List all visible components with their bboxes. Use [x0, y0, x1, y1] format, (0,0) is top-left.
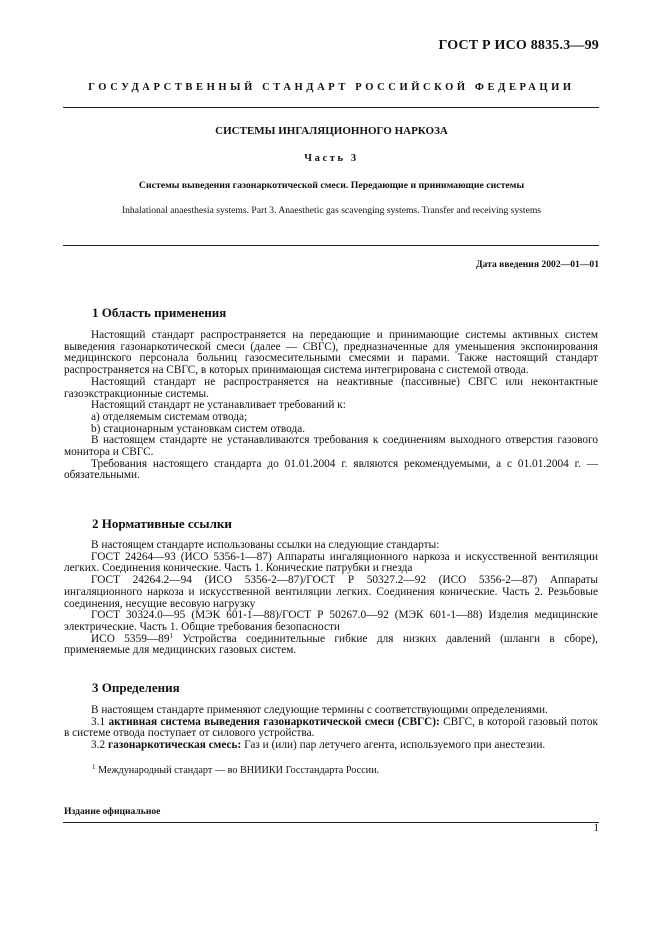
- page-number: 1: [593, 822, 599, 834]
- section-1-paragraph: Настоящий стандарт распространяется на передающие и принимающие системы активных систем выведения газонаркотической смеси (далее — СВГС), предназначенные для уменьшения экспонирования медицинского персонала больниц газосмесительными смесями и парами. Также настоящий стандарт распространяется на СВГС, в которых принимающая система интегрирована с системой отвода.: [64, 329, 598, 377]
- part-label: Часть 3: [304, 153, 359, 164]
- footnote-mark: 1: [169, 631, 173, 640]
- introduction-date: Дата введения 2002—01—01: [476, 259, 599, 270]
- reference-entry: ГОСТ 30324.0—95 (МЭК 601-1—88)/ГОСТ Р 50267.0—92 (МЭК 601-1—88) Изделия медицинские электрические. Часть 1. Общие требования безопасности: [64, 609, 598, 633]
- english-title: Inhalational anaesthesia systems. Part 3. Anaesthetic gas scavenging systems. Transfer and receiving systems: [121, 205, 542, 216]
- title-divider: [63, 245, 599, 246]
- section-3-body: [64, 705, 598, 752]
- definition-term: активная система выведения газонаркотической смеси (СВГС):: [108, 715, 440, 728]
- section-1-paragraph: Настоящий стандарт не распространяется на неактивные (пассивные) СВГС или неконтактные газоэкстракционные системы.: [64, 375, 598, 400]
- footnote-mark: 1: [92, 763, 96, 771]
- definition-number: 3.2: [91, 739, 108, 752]
- footnote-text: Международный стандарт — во ВНИИКИ Госстандарта России.: [95, 765, 380, 776]
- edition-label: Издание официальное: [64, 806, 161, 817]
- reference-code: ИСО 5359—89: [91, 632, 170, 645]
- standard-subtitle: Системы выведения газонаркотической смеси. Передающие и принимающие системы: [138, 180, 525, 191]
- definition-text: СВГС, в которой газовый поток в системе отвода поступает от силового устройства.: [64, 715, 598, 740]
- section-1-heading: 1 Область применения: [92, 305, 227, 320]
- section-1-paragraph: Настоящий стандарт не устанавливает требований к:: [91, 399, 346, 412]
- definition-number: 3.1: [91, 715, 109, 728]
- document-number: ГОСТ Р ИСО 8835.3—99: [438, 38, 599, 53]
- agency-header: ГОСУДАРСТВЕННЫЙ СТАНДАРТ РОССИЙСКОЙ ФЕДЕРАЦИИ: [88, 82, 575, 93]
- reference-entry: ГОСТ 24264—93 (ИСО 5356-1—87) Аппараты ингаляционного наркоза и искусственной вентиляции легких. Соединения конические. Часть 1. Конические патрубки и гнезда: [64, 550, 598, 575]
- standard-title: СИСТЕМЫ ИНГАЛЯЦИОННОГО НАРКОЗА: [215, 125, 448, 137]
- definition-entry: [64, 717, 598, 740]
- definition-term: газонаркотическая смесь:: [107, 739, 242, 752]
- reference-entry: [64, 631, 598, 657]
- footnote: [92, 765, 379, 776]
- section-2-paragraph: В настоящем стандарте использованы ссылки на следующие стандарты:: [91, 539, 440, 551]
- list-item: a) отделяемым системам отвода;: [91, 410, 248, 423]
- definition-entry: [64, 740, 598, 752]
- definition-text: Газ и (или) пар летучего агента, используемого при анестезии.: [241, 739, 546, 752]
- section-3-paragraph: В настоящем стандарте применяют следующие термины с соответствующими определениями.: [91, 704, 548, 716]
- section-2-heading: 2 Нормативные ссылки: [92, 516, 232, 531]
- section-3-heading: 3 Определения: [92, 680, 180, 695]
- section-1-paragraph: Требования настоящего стандарта до 01.01.2004 г. являются рекомендуемыми, а с 01.01.2004 г. — обязательными.: [64, 457, 598, 482]
- section-1-body: [64, 330, 598, 482]
- top-divider: [63, 107, 599, 108]
- footer-divider: [63, 822, 599, 823]
- section-1-paragraph: В настоящем стандарте не устанавливаются требования к соединениям выходного отверстия газового монитора и СВГС.: [64, 434, 598, 459]
- list-item: b) стационарным установкам систем отвода.: [91, 422, 306, 435]
- reference-text: Устройства соединительные гибкие для низких давлений (шланги в сборе), применяемые для медицинских газовых систем.: [64, 632, 598, 657]
- reference-entry: ГОСТ 24264.2—94 (ИСО 5356-2—87)/ГОСТ Р 50327.2—92 (ИСО 5356-2—87) Аппараты ингаляционного наркоза и искусственной вентиляции легких. Соединения конические. Часть 2. Резьбовые соединения, несущие весовую нагрузку: [64, 574, 598, 610]
- section-2-body: [64, 540, 598, 657]
